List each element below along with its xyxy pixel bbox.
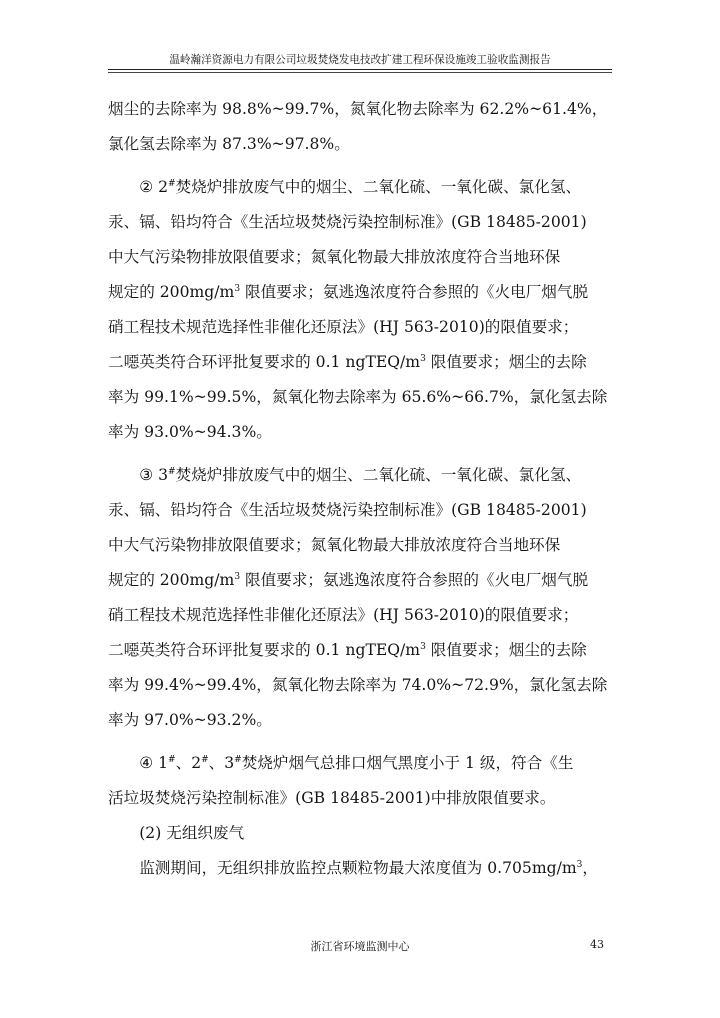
paragraph-dust-removal-end: 烟尘的去除率为 98.8%~99.7%，氮氧化物去除率为 62.2%~61.4%， 氯化氢去除率为 87.3%~97.8%。 [108, 100, 608, 153]
footer-organization: 浙江省环境监测中心 [310, 940, 410, 953]
paragraph-smoke-blackness: ④ 1#、2#、3#焚烧炉烟气总排口烟气黑度小于 1 级，符合《生 活垃圾焚烧污染控制标准》(GB 18485-2001)中排放限值要求。 [108, 754, 574, 807]
header-divider-thin [108, 72, 612, 73]
section-heading-fugitive-emissions: (2) 无组织废气 [139, 824, 245, 842]
header-divider [108, 69, 612, 70]
page-number: 43 [590, 938, 604, 951]
paragraph-incinerator-3: ③ 3#焚烧炉排放废气中的烟尘、二氧化硫、一氧化碳、氯化氢、 汞、镉、铅均符合《生活垃圾焚烧污染控制标准》(GB 18485-2001) 中大气污染物排放限值要求；氮氧化物最大排放浓度符合当地环保 规定的 $200mg/m^3$ 限值要求；氨逃逸浓度符合参照的《火电厂烟气脱 硝工程技术规范选择性非催化还原法》(HJ 563-2010)的限值要求； 二噁英类符合环评批复要求的 0.1 ngTEQ/$m^3$ 限值要求；烟尘的去除 率为 99.4%~99.4%，氮氧化物去除率为 74.0%~72.9%，氯化氢去除 率为 97.0%~93.2%。 [108, 466, 608, 729]
report-body [108, 92, 612, 886]
paragraph-fugitive-particulates: 监测期间，无组织排放监控点颗粒物最大浓度值为 $0.705mg/m^3$， [139, 859, 599, 877]
header-title: 温岭瀚洋资源电力有限公司垃圾焚烧发电技改扩建工程环保设施竣工验收监测报告 [169, 54, 551, 66]
page-header [108, 52, 612, 68]
paragraph-incinerator-2: ② 2#焚烧炉排放废气中的烟尘、二氧化硫、一氧化碳、氯化氢、 汞、镉、铅均符合《生活垃圾焚烧污染控制标准》(GB 18485-2001) 中大气污染物排放限值要求；氮氧化物最大排放浓度符合当地环保 规定的 $200mg/m^3$ 限值要求；氨逃逸浓度符合参照的《火电厂烟气脱 硝工程技术规范选择性非催化还原法》(HJ 563-2010)的限值要求； 二噁英类符合环评批复要求的 0.1 ngTEQ/$m^3$ 限值要求；烟尘的去除 率为 99.1%~99.5%，氮氧化物去除率为 65.6%~66.7%，氯化氢去除 率为 93.0%~94.3%。 [108, 178, 608, 441]
